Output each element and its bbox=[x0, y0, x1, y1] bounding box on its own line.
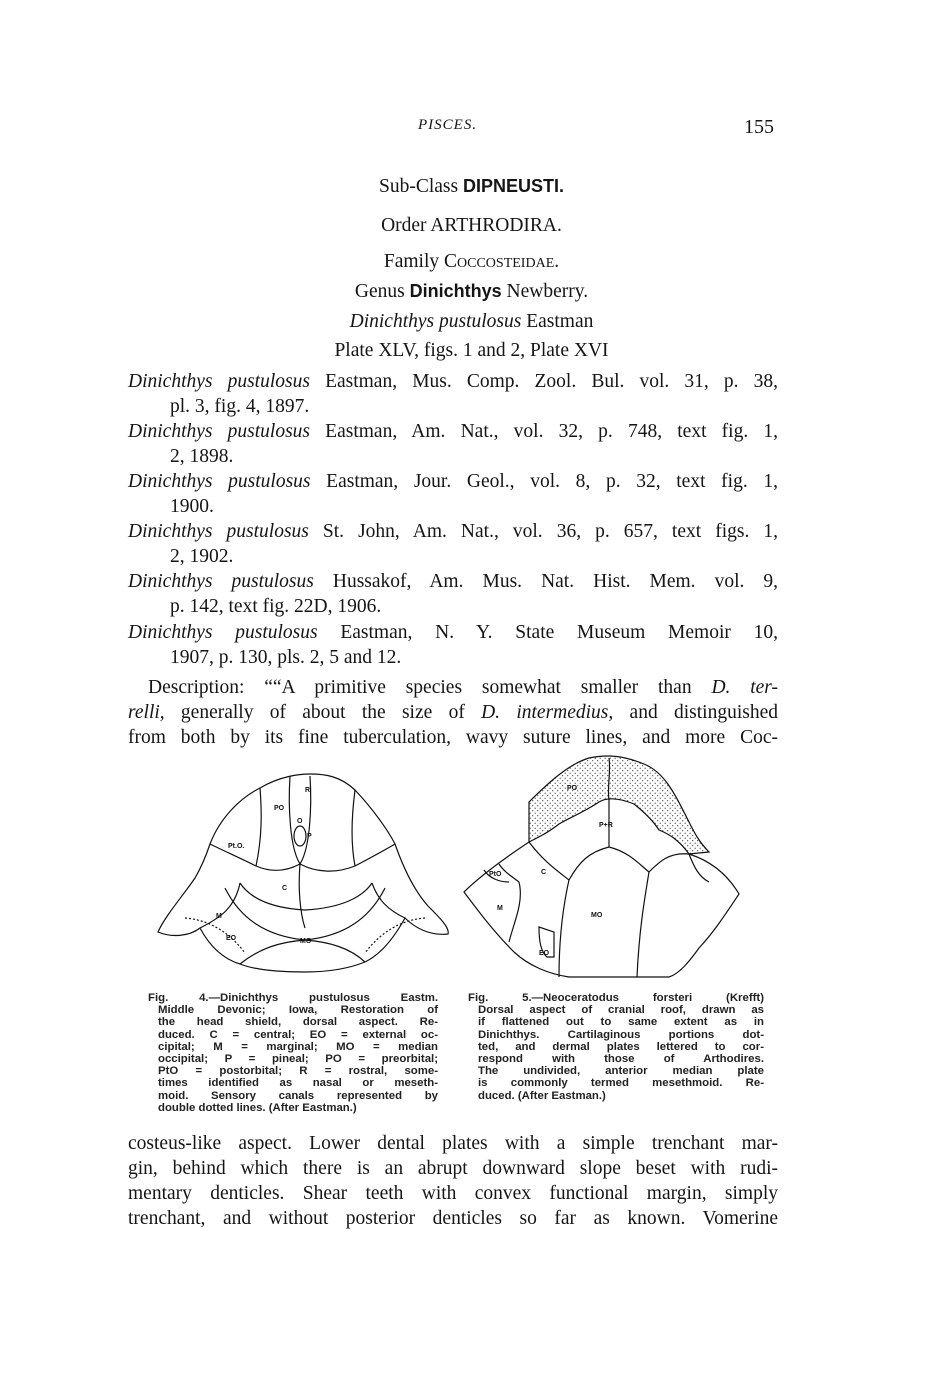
body-text-line: trenchant, and without posterior denticles so far as known. Vomerine bbox=[128, 1208, 778, 1229]
taxon-reference: D. intermedius, bbox=[481, 702, 614, 723]
running-head-title: PISCES. bbox=[418, 117, 478, 133]
synonymy-entry bbox=[128, 519, 778, 569]
caption-line: respond with those of Arthodires. bbox=[478, 1053, 764, 1066]
synonym-citation: Eastman, Am. Nat., vol. 32, p. 748, text fig. 1, bbox=[310, 421, 779, 442]
description-text: from both by its fine tuberculation, wavy suture lines, and more Coc- bbox=[128, 727, 778, 748]
figure-5-label-mo: MO bbox=[591, 912, 603, 919]
caption-line: Dinichthys. Cartilaginous portions dot- bbox=[478, 1028, 764, 1041]
description-text: and distinguished bbox=[613, 702, 778, 723]
caption-line: The undivided, anterior median plate bbox=[478, 1065, 764, 1078]
synonym-name: Dinichthys pustulosus bbox=[128, 521, 309, 542]
caption-line: times identified as nasal or meseth- bbox=[158, 1077, 438, 1090]
caption-line: PtO = postorbital; R = rostral, some- bbox=[158, 1065, 438, 1078]
description-text: Description: ““A primitive species somewhat smaller than bbox=[148, 677, 712, 698]
synonymy-entry bbox=[128, 569, 778, 619]
subclass-name: DIPNEUSTI. bbox=[462, 176, 564, 196]
figure-4-head-shield-illustration bbox=[150, 768, 455, 988]
synonym-citation: Eastman, Mus. Comp. Zool. Bul. vol. 31, p. 38, bbox=[309, 371, 778, 392]
synonym-name: Dinichthys pustulosus bbox=[128, 571, 314, 592]
caption-line: Fig. 5.—Neoceratodus forsteri (Krefft) bbox=[468, 992, 764, 1004]
continuation-paragraph bbox=[128, 1131, 778, 1231]
figure-4-label-r: R bbox=[305, 787, 311, 794]
body-text-line: costeus-like aspect. Lower dental plates with a simple trenchant mar- bbox=[128, 1133, 778, 1154]
synonym-citation: St. John, Am. Nat., vol. 36, p. 657, text figs. 1, bbox=[308, 521, 778, 542]
synonymy-entry bbox=[128, 469, 778, 519]
figure-4-label-o: O bbox=[297, 818, 303, 825]
caption-line: double dotted lines. (After Eastman.) bbox=[158, 1101, 357, 1114]
genus-prefix: Genus bbox=[354, 281, 410, 302]
figure-4-caption bbox=[148, 992, 438, 1114]
genus-name: Dinichthys bbox=[409, 281, 502, 301]
synonym-citation-continued: 1907, p. 130, pls. 2, 5 and 12. bbox=[170, 647, 402, 668]
figure-5-label-po: PO bbox=[567, 785, 578, 792]
family-name: Coccosteidae. bbox=[444, 251, 560, 272]
figure-4-label-c: C bbox=[282, 885, 288, 892]
caption-line: duced. (After Eastman.) bbox=[478, 1089, 606, 1102]
synonym-citation-continued: 2, 1898. bbox=[170, 446, 234, 467]
synonymy-entry bbox=[128, 620, 778, 670]
figure-4-label-po: PO bbox=[274, 805, 285, 812]
figure-4-label-m: M bbox=[216, 913, 222, 920]
family-prefix: Family bbox=[383, 251, 445, 272]
species-name: Dinichthys pustulosus bbox=[349, 311, 522, 332]
figure-5-label-c: C bbox=[541, 869, 547, 876]
figure-5-cranial-roof-illustration bbox=[459, 752, 749, 986]
taxon-reference: D. ter- bbox=[711, 677, 778, 698]
synonym-citation: Eastman, Jour. Geol., vol. 8, p. 32, text fig. 1, bbox=[310, 471, 778, 492]
description-text: generally of about the size of bbox=[164, 702, 482, 723]
subclass-heading bbox=[0, 176, 943, 198]
figure-5-caption bbox=[468, 992, 764, 1102]
genus-author: Newberry. bbox=[501, 281, 589, 302]
synonym-name: Dinichthys pustulosus bbox=[128, 471, 311, 492]
figure-5-label-pto: PtO bbox=[489, 871, 502, 878]
synonym-name: Dinichthys pustulosus bbox=[128, 371, 310, 392]
subclass-prefix: Sub-Class bbox=[379, 176, 463, 197]
caption-line: Fig. 4.—Dinichthys pustulosus Eastm. bbox=[148, 992, 438, 1004]
synonym-citation-continued: 1900. bbox=[170, 496, 214, 517]
synonym-citation-continued: pl. 3, fig. 4, 1897. bbox=[170, 396, 310, 417]
figure-4-label-eo: EO bbox=[226, 935, 237, 942]
caption-line: occipital; P = pineal; PO = preorbital; bbox=[158, 1053, 438, 1066]
family-heading bbox=[0, 251, 943, 273]
caption-line: the head shield, dorsal aspect. Re- bbox=[158, 1016, 438, 1029]
caption-line: Dorsal aspect of cranial roof, drawn as bbox=[478, 1004, 764, 1017]
synonym-name: Dinichthys pustulosus bbox=[128, 421, 311, 442]
synonymy-entry bbox=[128, 369, 778, 419]
order-heading: Order ARTHRODIRA. bbox=[381, 215, 562, 236]
figure-5-label-m: M bbox=[497, 905, 503, 912]
figure-5-label-eo: EO bbox=[539, 950, 550, 957]
description-paragraph bbox=[128, 675, 778, 750]
page-number: 155 bbox=[744, 116, 774, 138]
synonym-citation: Eastman, N. Y. State Museum Memoir 10, bbox=[317, 622, 778, 643]
synonym-citation-continued: p. 142, text fig. 22D, 1906. bbox=[170, 596, 382, 617]
species-heading bbox=[0, 311, 943, 333]
species-author: Eastman bbox=[521, 311, 594, 332]
caption-line: duced. C = central; EO = external oc- bbox=[158, 1028, 438, 1041]
caption-line: if flattened out to same extent as in bbox=[478, 1016, 764, 1029]
body-text-line: mentary denticles. Shear teeth with convex functional margin, simply bbox=[128, 1183, 778, 1204]
figure-5-label-pr: P+R bbox=[599, 822, 613, 829]
synonym-name: Dinichthys pustulosus bbox=[128, 622, 318, 643]
genus-heading bbox=[0, 281, 943, 303]
caption-line: cipital; M = marginal; MO = median bbox=[158, 1040, 438, 1053]
body-text-line: gin, behind which there is an abrupt downward slope beset with rudi- bbox=[128, 1158, 778, 1179]
caption-line: ted, and dermal plates lettered to cor- bbox=[478, 1040, 764, 1053]
synonym-citation: Hussakof, Am. Mus. Nat. Hist. Mem. vol. 9, bbox=[313, 571, 778, 592]
taxon-reference: relli, bbox=[128, 702, 165, 723]
figure-4-label-mo: MO bbox=[300, 938, 312, 945]
caption-line: moid. Sensory canals represented by bbox=[158, 1089, 438, 1102]
caption-line: Middle Devonic; Iowa, Restoration of bbox=[158, 1004, 438, 1017]
synonymy-entry bbox=[128, 419, 778, 469]
figure-4-label-pto: Pt.O. bbox=[228, 843, 245, 850]
synonym-citation-continued: 2, 1902. bbox=[170, 546, 234, 567]
figure-4-label-p: P bbox=[307, 833, 312, 840]
plates-reference: Plate XLV, figs. 1 and 2, Plate XVI bbox=[334, 340, 609, 361]
caption-line: is commonly termed mesethmoid. Re- bbox=[478, 1077, 764, 1090]
